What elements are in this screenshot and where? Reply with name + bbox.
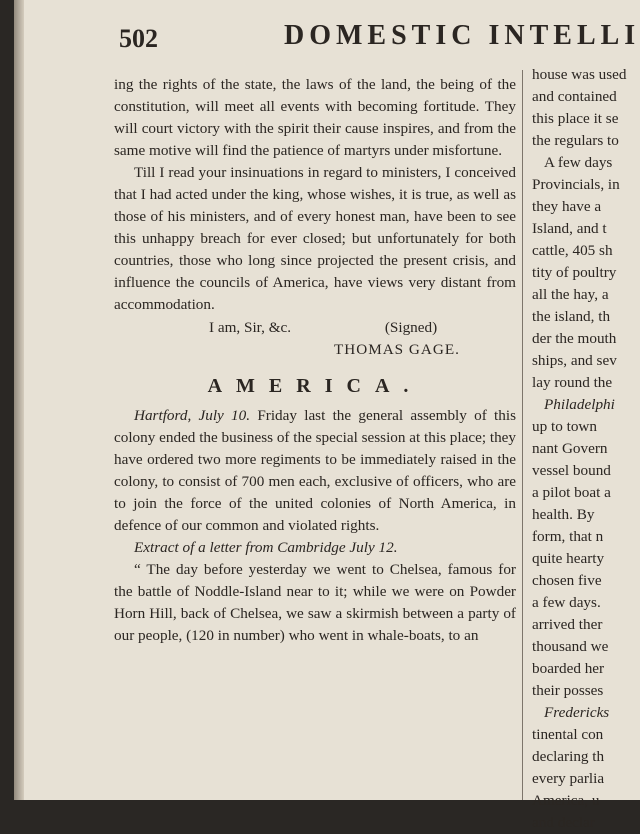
right-column-line: thousand we [532,638,609,655]
right-column-line: the island, th [532,308,611,325]
right-column-line: and declar [532,814,595,831]
signature: THOMAS GAGE. [334,341,460,358]
right-column-line: their posses [532,682,604,699]
right-column-line: declaring th [532,748,605,765]
right-column-line: Island, and t [532,220,607,237]
closing-salutation: I am, Sir, &c. [209,319,292,336]
right-column-line: Philadelphi [544,396,615,413]
paragraph-ministers: Till I read your insinuations in regard to ministers, I conceived that I had acted under the king, whose wishes, it is true, as well as those of his ministers, and of every honest man, have been to see this unhappy breach for ever closed; but unfortunately for both countries, those who long since projected the present crisis, and influence the councils of America, have views very distant from accommodation. [114,164,516,313]
right-column-line: every parlia [532,770,605,787]
right-column-line: form, that n [532,528,604,545]
page-header [14,18,640,58]
right-column [532,64,640,834]
extract-heading: Extract of a letter from Cambridge July 12. [134,539,398,556]
right-column-line: der the mouth [532,330,617,347]
right-column-line: a pilot boat a [532,484,611,501]
section-title: AMERICA. [207,375,423,397]
paragraph-hartford [114,405,516,537]
letter-closing [114,317,516,361]
dateline: Hartford, July 10. [134,407,251,424]
paragraph-hartford-text: Friday last the general assembly of this colony ended the business of the special session at this place; they have ordered two more regiments to be immediately raised in the colony, to consist of 700 men each, exclusive of officers, who are to join the force of the united colonies of North America, in defence of our common and violated rights. [114,407,516,534]
right-column-line: America, u [532,792,600,809]
right-column-line: health. By [532,506,595,523]
right-column-line: ships, and sev [532,352,617,369]
right-column-line: cattle, 405 sh [532,242,613,259]
right-column-line: house was used [532,66,627,83]
right-column-line: quite hearty [532,550,605,567]
right-column-line: boarded her [532,660,605,677]
newspaper-page [14,0,640,831]
right-column-line: up to town [532,418,597,435]
paragraph-continued: ing the rights of the state, the laws of the land, the being of the constitution, will meet all events with becoming fortitude. They will court victory with the spirit their cause inspires, and from the same motive will find the patience of martyrs under misfortune. [114,76,516,159]
right-column-line: this place it se [532,110,619,127]
right-column-line: a few days. [532,594,601,611]
paragraph-chelsea: “ The day before yesterday we went to Chelsea, famous for the battle of Noddle-Island near to it; while we were on Powder Horn Hill, back of Chelsea, we saw a skirmish between a party of our people, (120 in number) who went in whale-boats, to an [114,561,516,644]
right-column-line: chosen five [532,572,602,589]
right-column-line: Fredericks [544,704,610,721]
right-column-line: the regulars to [532,132,619,149]
right-column-line: tinental con [532,726,604,743]
right-column-line: vessel bound [532,462,611,479]
column-rule [522,70,523,800]
page-edge-shadow [14,0,24,800]
right-column-line: they have a [532,198,602,215]
right-column-line: tity of poultry [532,264,617,281]
right-column-line: Provincials, in [532,176,620,193]
right-column-line: and contained [532,88,617,105]
right-column-line: all the hay, a [532,286,609,303]
right-column-line: nant Govern [532,440,608,457]
page-number: 502 [119,24,158,53]
right-column-line: A few days [544,154,613,171]
running-head: DOMESTIC INTELLI [284,20,640,51]
signed-note: (Signed) [384,319,438,336]
right-column-line: arrived ther [532,616,603,633]
main-column [114,74,516,647]
right-column-line: lay round the [532,374,613,391]
